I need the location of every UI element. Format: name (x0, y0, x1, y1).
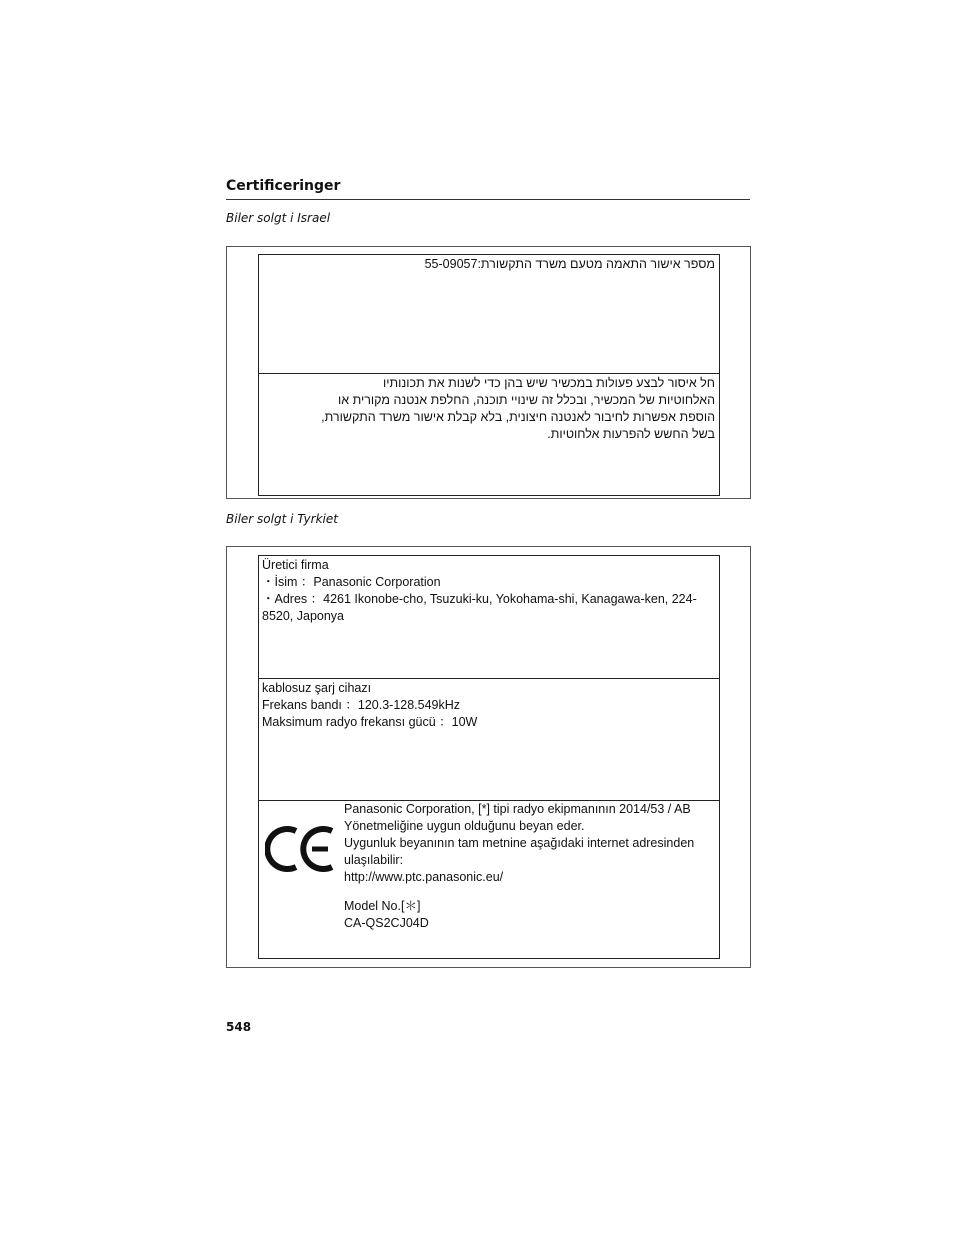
declaration-text (344, 801, 716, 932)
israel-notice-line: הוספת אפשרות לחיבור לאנטנה חיצונית, בלא קבלת אישור משרד התקשורת, (321, 410, 715, 424)
turkey-label (258, 555, 720, 959)
device-name: kablosuz şarj cihazı (262, 681, 372, 695)
turkey-heading: Biler solgt i Tyrkiet (226, 512, 338, 526)
model-number: CA-QS2CJ04D (344, 916, 429, 930)
declaration-availability: Uygunluk beyanının tam metnine aşağıdaki internet adresinden ulaşılabilir: (344, 836, 695, 867)
manufacturer-name: ・İsim ：Panasonic Corporation (262, 575, 441, 589)
israel-label (258, 254, 720, 496)
device-frequency: Frekans bandı ：120.3-128.549kHz (262, 698, 461, 712)
israel-label-frame (226, 246, 751, 499)
manufacturer-cell (259, 556, 719, 678)
device-power: Maksimum radyo frekansı gücü ：10W (262, 715, 478, 729)
device-cell (259, 678, 719, 800)
manufacturer-address: ・Adres ：4261 Ikonobe-cho, Tsuzuki-ku, Yokohama-shi, Kanagawa-ken, 224-8520, Japonya (262, 592, 697, 623)
title-divider (226, 199, 750, 200)
israel-notice-cell (259, 373, 719, 495)
turkey-label-frame (226, 546, 751, 968)
model-label: Model No.[＊] (344, 899, 421, 913)
page-number: 548 (226, 1020, 252, 1034)
israel-notice-line: בשל החשש להפרעות אלחוטיות. (547, 427, 715, 441)
ce-mark-icon (265, 823, 337, 875)
israel-approval-text: מספר אישור התאמה מטעם משרד התקשורת:55-09057 (424, 257, 715, 271)
declaration-statement: Panasonic Corporation, [*] tipi radyo ekipmanının 2014/53 / AB Yönetmeliğine uygun olduğunu beyan eder. (344, 802, 691, 833)
page-title: Certificeringer (226, 178, 341, 194)
israel-heading: Biler solgt i Israel (226, 211, 331, 225)
israel-notice-line: האלחוטיות של המכשיר, ובכלל זה שינויי תוכנה, החלפת אנטנה מקורית או (338, 393, 715, 407)
manufacturer-title: Üretici firma (262, 558, 329, 572)
israel-approval-cell (259, 255, 719, 373)
declaration-url: http://www.ptc.panasonic.eu/ (344, 870, 504, 884)
israel-notice-line: חל איסור לבצע פעולות במכשיר שיש בהן כדי לשנות את תכונותיו (383, 376, 715, 390)
declaration-cell (259, 800, 719, 958)
